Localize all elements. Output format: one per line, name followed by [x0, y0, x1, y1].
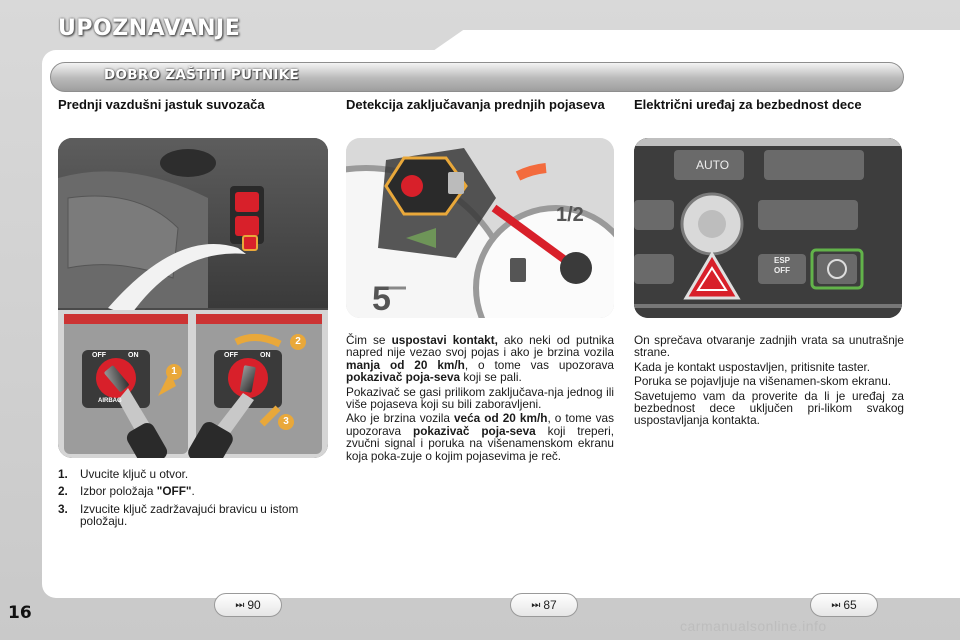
- fast-forward-icon: ⏭: [531, 599, 539, 611]
- list-item: 2. Izbor položaja "OFF".: [58, 484, 195, 499]
- child-lock-body: [634, 334, 904, 429]
- airbag-off-label-2: OFF: [224, 352, 238, 359]
- airbag-on-label-1: ON: [128, 352, 139, 359]
- airbag-off-label-1: OFF: [92, 352, 106, 359]
- gauge-five-label: 5: [372, 280, 391, 318]
- seatbelt-heading: Detekcija zaključavanja prednjih pojaseva: [346, 97, 605, 112]
- child-lock-heading: Električni uređaj za bezbednost dece: [634, 97, 862, 112]
- child-lock-paragraph-3: Poruka se pojavljuje na višenamen-skom ekranu.: [634, 374, 892, 389]
- airbag-steps-list: [58, 468, 330, 533]
- airbag-dashboard-drawing: [58, 138, 328, 458]
- page-number: 16: [8, 603, 32, 623]
- step-2-marker: 2: [290, 334, 306, 350]
- list-item: 1. Uvucite ključ u otvor.: [58, 467, 189, 481]
- watermark: carmanualsonline.info: [680, 618, 827, 634]
- page-title: UPOZNAVANJE: [58, 16, 241, 41]
- seatbelt-paragraph-2: Pokazivač se gasi prilikom zaključava-nja jednog ili više pojaseva koji su bili zaboravljeni.: [346, 384, 614, 412]
- page-ref-link-65[interactable]: ⏭ 65: [810, 593, 878, 617]
- child-lock-paragraph-4: Savetujemo vam da proverite da li je uređaj za bezbednost dece uključen pri-likom svakog uspostavljanja kontakta.: [634, 388, 904, 428]
- child-lock-paragraph-2: Kada je kontakt uspostavljen, pritisnite taster.: [634, 359, 871, 374]
- step-1-marker: 1: [166, 364, 182, 380]
- airbag-illustration: [58, 138, 328, 458]
- child-lock-panel-illustration: [634, 138, 902, 318]
- list-item: 3. Izvucite ključ zadržavajući bravicu u istom položaju.: [58, 501, 299, 529]
- airbag-on-label-2: ON: [260, 352, 271, 359]
- fast-forward-icon: ⏭: [831, 599, 839, 611]
- section-title: DOBRO ZAŠTITI PUTNIKE: [104, 67, 300, 83]
- top-notch-decoration: [420, 30, 960, 60]
- seatbelt-paragraph-3: Ako je brzina vozila veća od 20 km/h, o tome vas upozorava pokazivač poja-seva koji treperi, zvučni signal i poruka na višenamenskom ekranu koja poka-zuje o kojim pojasevima je reč.: [346, 411, 614, 463]
- seatbelt-gauge-illustration: [346, 138, 614, 318]
- page-ref-link-90[interactable]: ⏭ 90: [214, 593, 282, 617]
- airbag-heading: Prednji vazdušni jastuk suvozača: [58, 97, 265, 112]
- control-panel-drawing: [634, 138, 902, 318]
- step-3-marker: 3: [278, 414, 294, 430]
- seatbelt-body: [346, 334, 614, 464]
- gauge-half-label: 1/2: [556, 204, 584, 226]
- child-lock-paragraph-1: On sprečava otvaranje zadnjih vrata sa unutrašnje strane.: [634, 333, 904, 360]
- fast-forward-icon: ⏭: [235, 599, 243, 611]
- esp-off-label: OFF: [774, 266, 790, 275]
- seatbelt-paragraph-1: Čim se uspostavi kontakt, ako neki od putnika napred nije vezao svoj pojas i ako je brzina vozila manja od 20 km/h, o tome vas upozorava pokazivač poja-seva koji se pali.: [346, 333, 615, 385]
- auto-button-label: AUTO: [696, 158, 730, 172]
- esp-button-label: ESP: [774, 256, 791, 265]
- airbag-caption-1: AIRBAG: [98, 398, 122, 404]
- page-ref-link-87[interactable]: ⏭ 87: [510, 593, 578, 617]
